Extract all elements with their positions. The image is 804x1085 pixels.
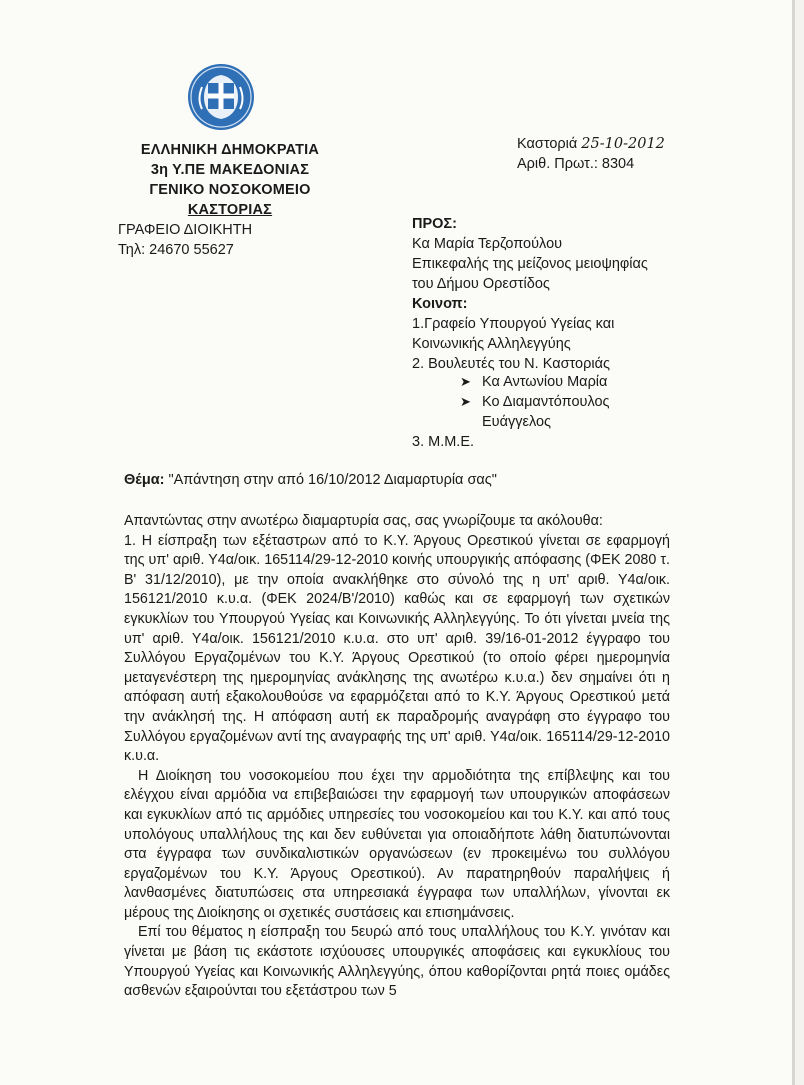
arrow-bullet-icon: ➤ (460, 394, 471, 409)
body-paragraph-2: Η Διοίκηση του νοσοκομείου που έχει την αρμοδιότητα της επίβλεψης και του ελέγχου είναι αρμόδια να επιβεβαιώσει την εφαρμογή των υπουργικών αποφάσεων και εγκυκλίων από τις αρμόδιες υπηρεσίες του νοσοκομείου και του Κ.Υ. και από τους υπολόγους υπαλλήλους της και δεν ευθύνεται για οποιαδήποτε λάθη διατυπώνονται στα έγγραφα των συνδικαλιστικών οργανώσεων (εν προκειμένω του συλλόγου εργαζομένων του Κ.Υ. Άργους Ορεστικού). Αν παρατηρηθούν παραλήψεις ή λανθασμένες διατυπώσεις στα υπηρεσιακά έγγραφα των υπαλλήλων, γίνονται εκ μέρους της Διοίκησης οι σχετικές συστάσεις και επισημάνσεις. (124, 767, 670, 921)
subject-text: "Απάντηση στην από 16/10/2012 Διαμαρτυρία σας" (168, 472, 497, 488)
to-label: ΠΡΟΣ: (412, 216, 457, 232)
to-line: Επικεφαλής της μείζονος μειοψηφίας (412, 256, 648, 272)
letterhead-hospital: ΓΕΝΙΚΟ ΝΟΣΟΚΟΜΕΙΟ (149, 182, 311, 198)
mp-item (460, 392, 610, 412)
mp-name: Κα Αντωνίου Μαρία (482, 374, 608, 390)
letterhead-city: ΚΑΣΤΟΡΙΑΣ (187, 202, 273, 218)
cc-line: 1.Γραφείο Υπουργού Υγείας και (412, 316, 615, 332)
body-paragraph-3: Επί του θέματος η είσπραξη του 5ευρώ από τους υπαλλήλους του Κ.Υ. γινόταν και γίνεται με βάση τις εκάστοτε ισχύουσες υπουργικές αποφάσεις και εγκυκλίους του Υπουργού Υγείας και Κοινωνικής Αλληλεγγύης, όπου καθορίζονται ρητά ποιες ομάδες ασθενών εξαιρούνται του εξετάστρου των 5 (124, 924, 670, 1000)
protocol-number: Αριθ. Πρωτ.: 8304 (517, 156, 635, 172)
arrow-bullet-icon: ➤ (460, 374, 471, 389)
letterhead-country: ΕΛΛΗΝΙΚΗ ΔΗΜΟΚΡΑΤΙΑ (140, 142, 320, 158)
mp-item (460, 372, 607, 392)
letter-body (124, 512, 670, 1002)
cc-line: 3. Μ.Μ.Ε. (412, 434, 475, 450)
cc-line: Κοινωνικής Αλληλεγγύης (412, 336, 571, 352)
office-name: ΓΡΑΦΕΙΟ ΔΙΟΙΚΗΤΗ (118, 222, 253, 238)
date-label: Καστοριά (517, 136, 578, 152)
subject-line (124, 470, 497, 490)
greek-state-seal-icon (187, 63, 255, 131)
body-intro: Απαντώντας στην ανωτέρω διαμαρτυρία σας, σας γνωρίζουμε τα ακόλουθα: (124, 513, 603, 529)
office-phone: Τηλ: 24670 55627 (118, 242, 234, 258)
mp-name-continuation: Ευάγγελος (482, 414, 552, 430)
date-value: 25-10-2012 (581, 136, 665, 152)
mp-name: Κο Διαμαντόπουλος (482, 394, 610, 410)
subject-label: Θέμα: (124, 472, 165, 488)
date-line (517, 134, 665, 154)
cc-line: 2. Βουλευτές του Ν. Καστοριάς (412, 356, 610, 372)
letterhead-health-region: 3η Υ.ΠΕ ΜΑΚΕΔΟΝΙΑΣ (150, 162, 310, 178)
to-line: Κα Μαρία Τερζοπούλου (412, 236, 563, 252)
cc-label: Κοινοπ: (412, 296, 468, 312)
body-paragraph-1: 1. Η είσπραξη των εξέταστρων από το Κ.Υ. Άργους Ορεστικού γίνεται σε εφαρμογή της υπ' αριθ. Υ4α/οικ. 165114/29-12-2010 κοινής υπουργικής απόφασης (ΦΕΚ 2080 τ. Β' 31/12/2010), με την οποία ανακλήθηκε στο σύνολό της η υπ' αριθ. Υ4α/οικ. 156121/2010 κ.υ.α. (ΦΕΚ 2024/Β'/2010) καθώς και σε εφαρμογή των σχετικών εγκυκλίων του Υπουργού Υγείας και Κοινωνικής Αλληλεγγύης. Το ότι γίνεται μνεία της υπ' αριθ. Υ4α/οικ. 156121/2010 κ.υ.α. στο υπ' αριθ. 39/16-01-2012 έγγραφο του Συλλόγου Εργαζομένων του Κ.Υ. Άργους Ορεστικού (το οποίο φέρει ημερομηνία μεταγενέστερη της ημερομηνίας ανάκλησης της ανωτέρω κ.υ.α.) δεν σημαίνει ότι η απόφαση αυτή εξακολουθούσε να εφαρμόζεται από το Κ.Υ. Άργους Ορεστικού μετά την ανάκλησή της. Η απόφαση αυτή εκ παραδρομής αναγράφη στο έγγραφο του Συλλόγου εργαζομένων αντί της αναγραφής της υπ' αριθ. Υ4α/οικ. 165114/29-12-2010 κ.υ.α. (124, 532, 670, 765)
to-line: του Δήμου Ορεστίδος (412, 276, 550, 292)
